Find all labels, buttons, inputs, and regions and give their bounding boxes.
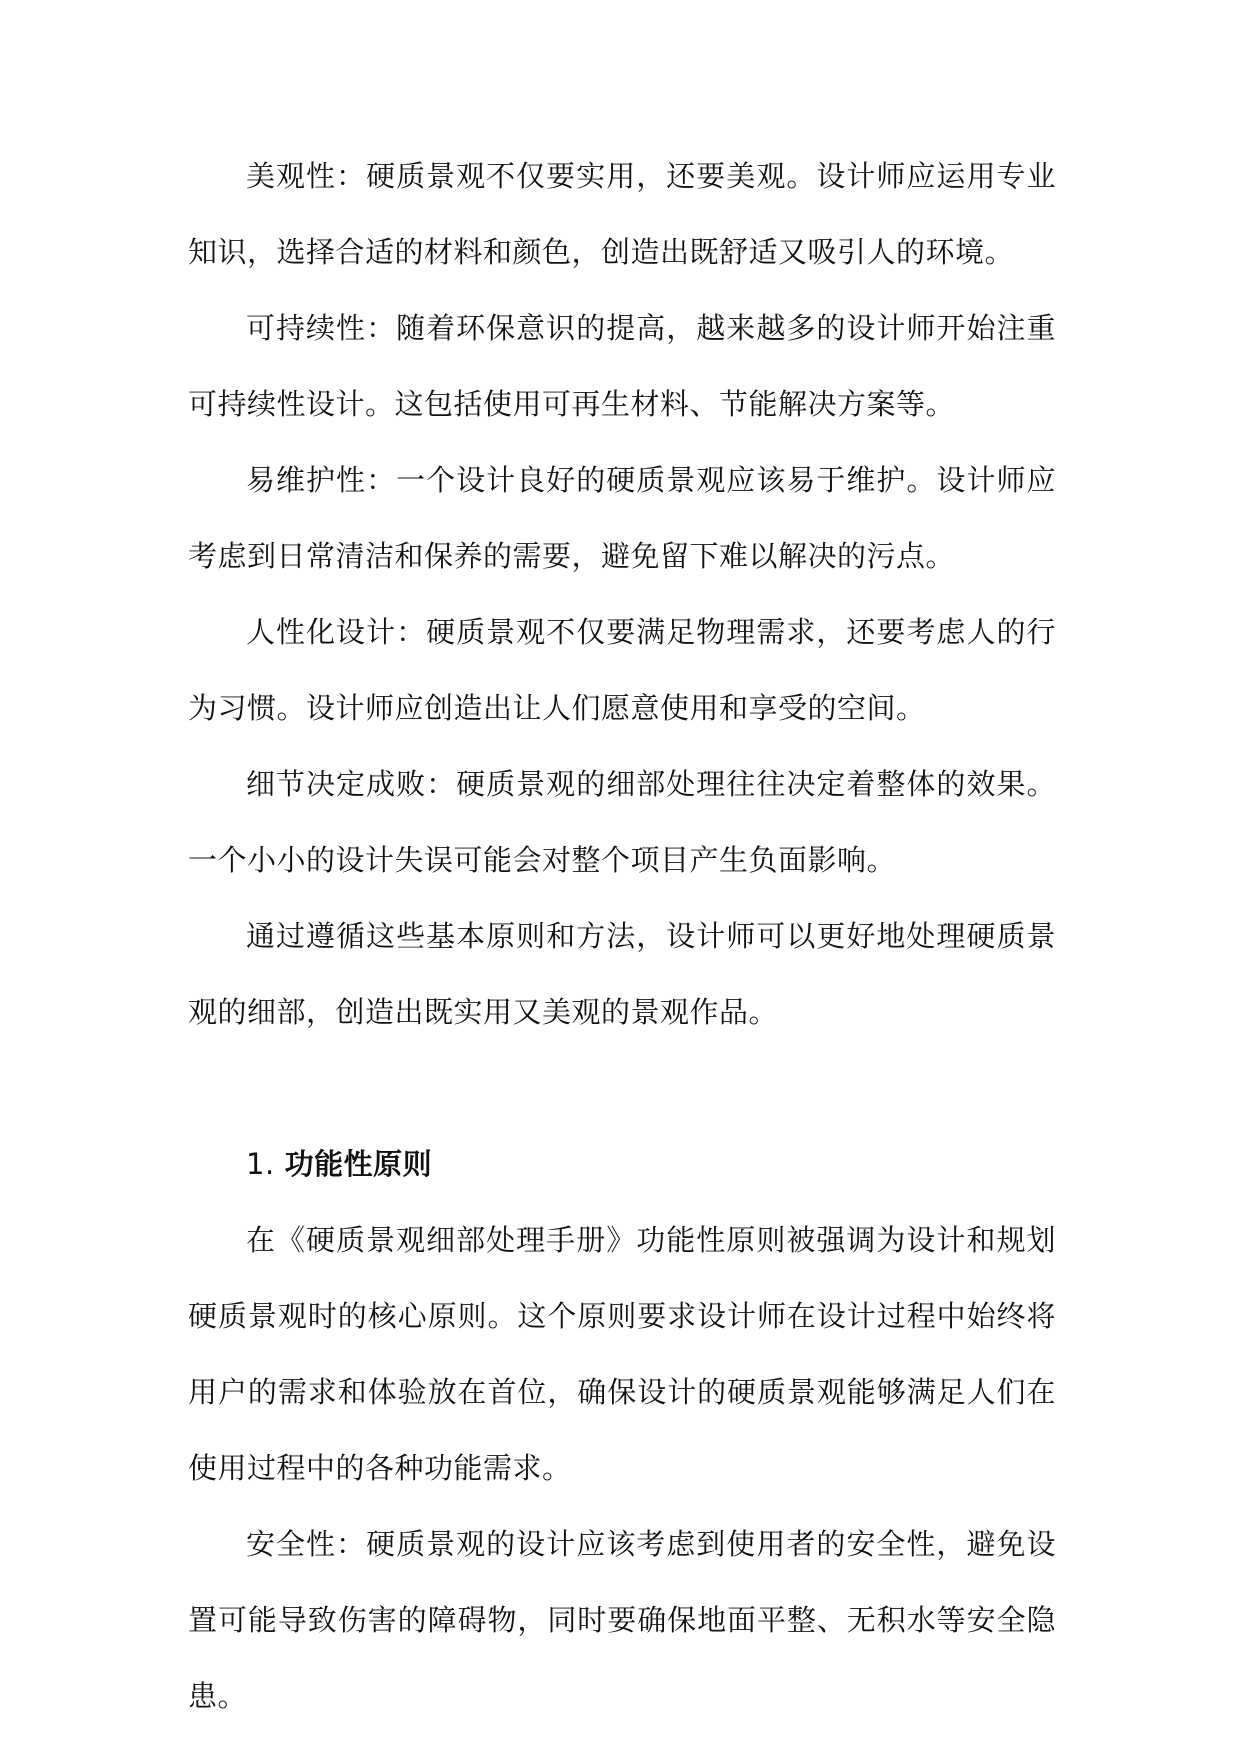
document-page — [188, 138, 1056, 1734]
section-number: 1. — [246, 1147, 275, 1181]
paragraph-functional-principle: 在《硬质景观细部处理手册》功能性原则被强调为设计和规划硬质景观时的核心原则。这个原则要求设计师在设计过程中始终将用户的需求和体验放在首位，确保设计的硬质景观能够满足人们在使用过程中的各种功能需求。 — [188, 1223, 1056, 1485]
section-heading — [188, 1050, 1056, 1202]
paragraph-safety: 安全性：硬质景观的设计应该考虑到使用者的安全性，避免设置可能导致伤害的障碍物，同时要确保地面平整、无积水等安全隐患。 — [188, 1527, 1056, 1713]
paragraph-sustainability: 可持续性：随着环保意识的提高，越来越多的设计师开始注重可持续性设计。这包括使用可再生材料、节能解决方案等。 — [188, 311, 1056, 421]
section-title: 功能性原则 — [284, 1147, 433, 1181]
paragraph-maintainability: 易维护性：一个设计良好的硬质景观应该易于维护。设计师应考虑到日常清洁和保养的需要，避免留下难以解决的污点。 — [188, 463, 1056, 573]
paragraph-human-design: 人性化设计：硬质景观不仅要满足物理需求，还要考虑人的行为习惯。设计师应创造出让人们愿意使用和享受的空间。 — [188, 615, 1056, 725]
paragraph-details: 细节决定成败：硬质景观的细部处理往往决定着整体的效果。一个小小的设计失误可能会对整个项目产生负面影响。 — [188, 767, 1056, 877]
paragraph-aesthetics: 美观性：硬质景观不仅要实用，还要美观。设计师应运用专业知识，选择合适的材料和颜色，创造出既舒适又吸引人的环境。 — [188, 159, 1056, 269]
paragraph-conclusion: 通过遵循这些基本原则和方法，设计师可以更好地处理硬质景观的细部，创造出既实用又美观的景观作品。 — [188, 919, 1056, 1029]
